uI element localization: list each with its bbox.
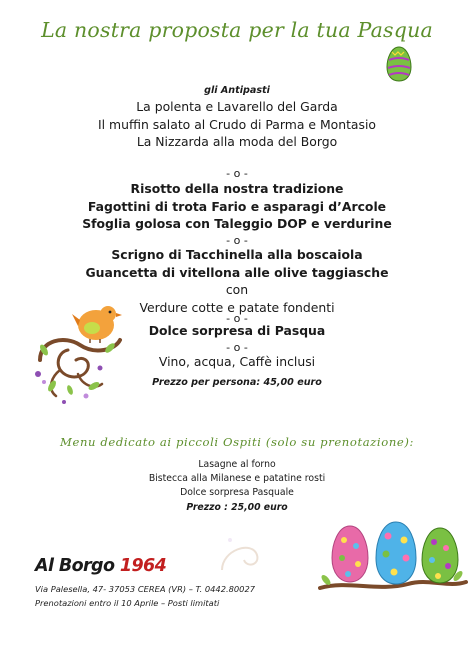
menu-item: Guancetta di vitellona alle olive taggiasche <box>85 264 389 280</box>
separator: - o - <box>226 312 248 325</box>
menu-item: Il muffin salato al Crudo di Parma e Montasio <box>98 116 376 132</box>
menu-item: Dolce sorpresa di Pasqua <box>148 323 326 338</box>
menu-item: Verdure cotte e patate fondenti <box>139 299 335 315</box>
brand-name: Al Borgo <box>35 556 115 576</box>
kids-price: Prezzo : 25,00 euro <box>186 501 288 513</box>
bird-on-branch-illustration <box>30 290 130 410</box>
separator: - o - <box>226 341 248 354</box>
menu-item: Fagottini di trota Fario e asparagi d’Arcole <box>87 198 387 214</box>
kids-menu-title: Menu dedicato ai piccoli Ospiti (solo su prenotazione): <box>60 435 414 449</box>
separator: - o - <box>226 167 248 180</box>
swirl-decoration <box>212 520 272 580</box>
kids-menu-section <box>0 458 474 514</box>
address: Via Palesella, 47- 37053 CEREA (VR) – T. 0442.80027 <box>35 584 256 594</box>
menu-item: Vino, acqua, Caffè inclusi <box>158 354 316 369</box>
menu-item: La polenta e Lavarello del Garda <box>136 99 338 114</box>
restaurant-logo <box>35 556 166 576</box>
antipasti-section <box>0 84 474 151</box>
kids-menu-item: Bistecca alla Milanese e patatine rosti <box>148 473 326 485</box>
antipasti-heading: gli Antipasti <box>204 85 270 96</box>
kids-menu-item: Lasagne al forno <box>198 459 276 470</box>
separator: - o - <box>226 234 248 247</box>
booking-note: Prenotazioni entro il 10 Aprile – Posti limitati <box>35 598 220 608</box>
menu-item: La Nizzarda alla moda del Borgo <box>136 134 338 150</box>
page-title: La nostra proposta per la tua Pasqua <box>41 18 433 42</box>
primi-section <box>0 180 474 233</box>
con-label: con <box>225 282 249 298</box>
brand-year: 1964 <box>119 556 167 576</box>
menu-item: Sfoglia golosa con Taleggio DOP e verdurine <box>82 216 392 232</box>
easter-eggs-illustration <box>318 518 468 596</box>
easter-egg-icon <box>386 46 412 82</box>
menu-item: Risotto della nostra tradizione <box>130 181 344 196</box>
kids-menu-item: Dolce sorpresa Pasquale <box>180 487 294 499</box>
price-per-person: Prezzo per persona: 45,00 euro <box>152 377 322 388</box>
menu-item: Scrigno di Tacchinella alla boscaiola <box>111 247 363 262</box>
